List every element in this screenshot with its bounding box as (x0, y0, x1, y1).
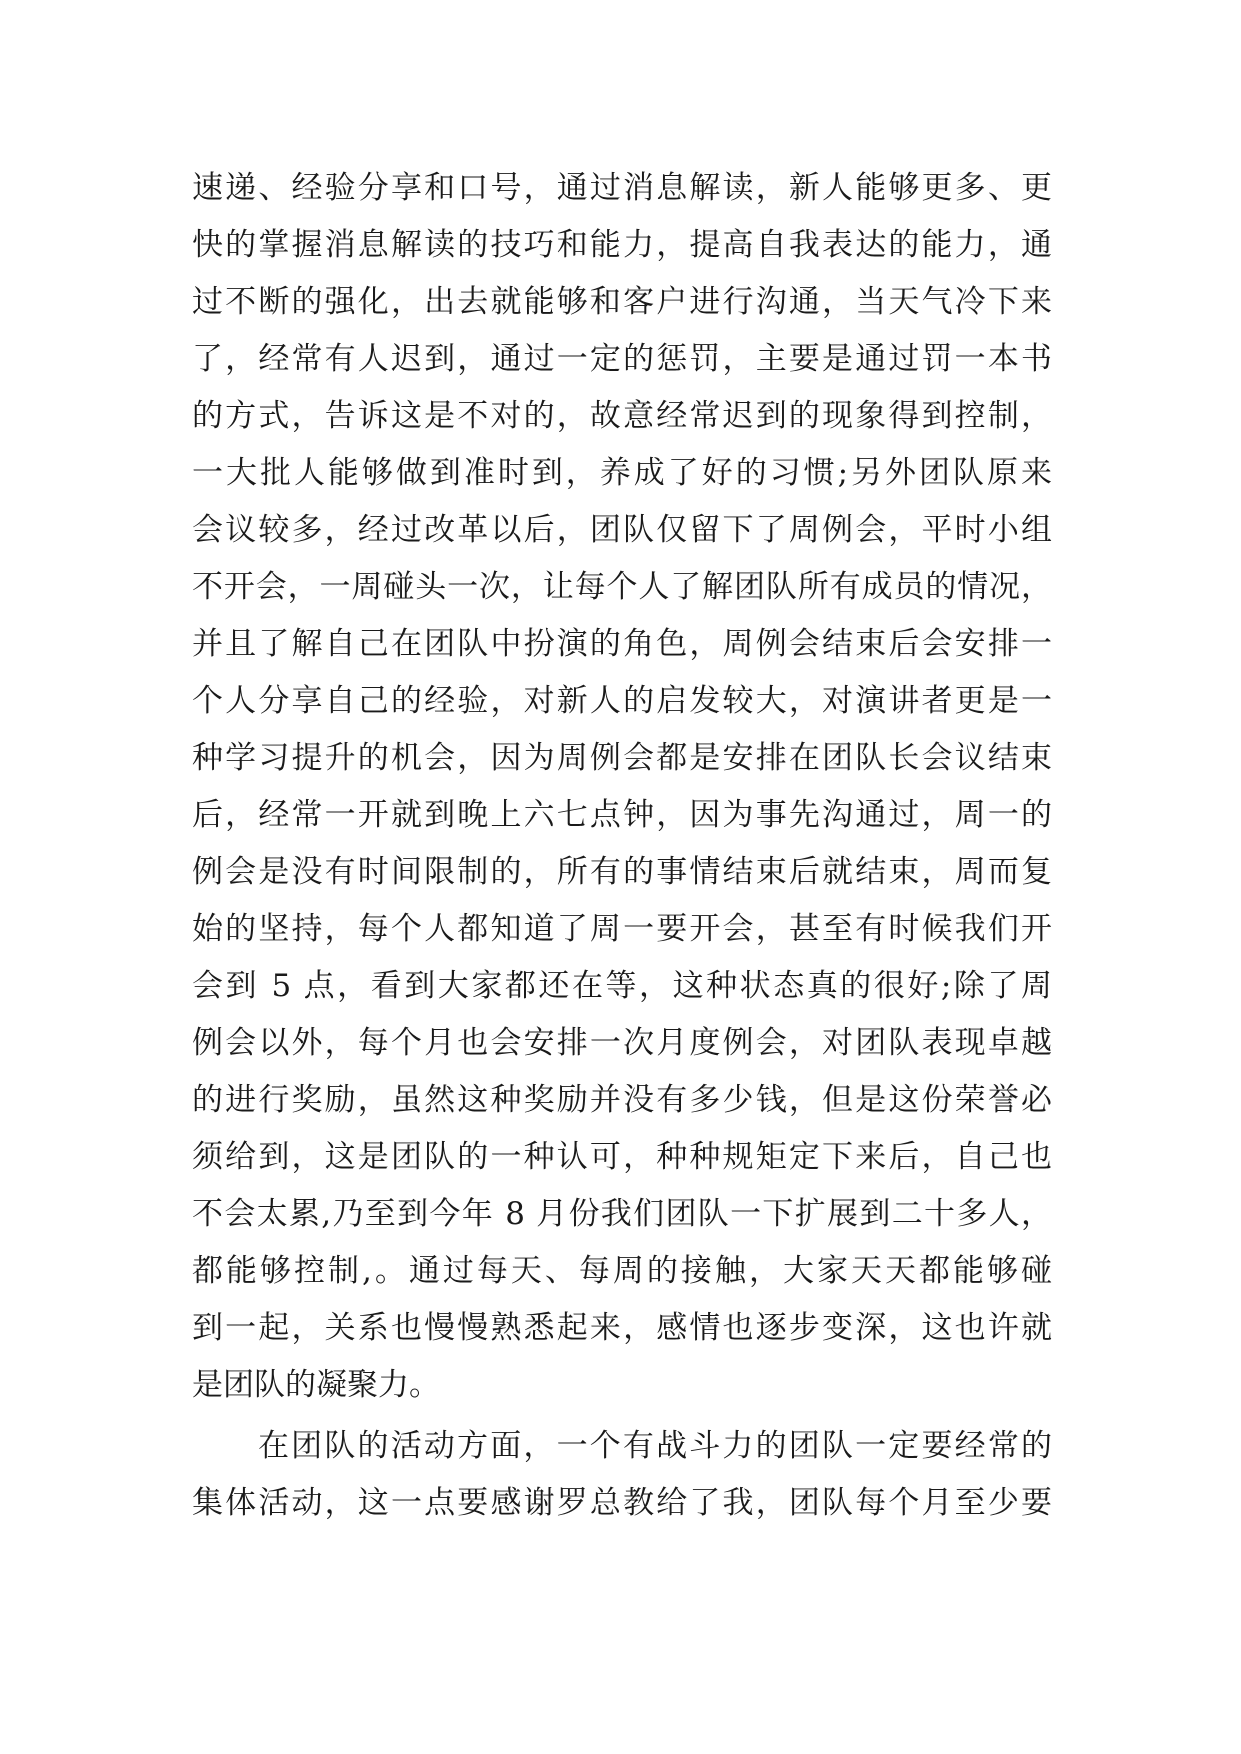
text-line: 会议较多，经过改革以后，团队仅留下了周例会，平时小组 (192, 512, 1052, 548)
text-line: 的进行奖励，虽然这种奖励并没有多少钱，但是这份荣誉必 (192, 1082, 1052, 1118)
text-line: 始的坚持，每个人都知道了周一要开会，甚至有时候我们开 (192, 911, 1052, 947)
text-line: 个人分享自己的经验，对新人的启发较大，对演讲者更是一 (192, 683, 1052, 719)
text-line: 快的掌握消息解读的技巧和能力，提高自我表达的能力，通 (192, 227, 1052, 263)
text-line: 并且了解自己在团队中扮演的角色，周例会结束后会安排一 (192, 626, 1052, 662)
text-line: 不会太累,乃至到今年 8 月份我们团队一下扩展到二十多人， (192, 1196, 1052, 1232)
text-line: 过不断的强化，出去就能够和客户进行沟通，当天气冷下来 (192, 284, 1052, 320)
text-line: 须给到，这是团队的一种认可，种种规矩定下来后，自己也 (192, 1139, 1052, 1175)
text-line: 一大批人能够做到准时到，养成了好的习惯;另外团队原来 (192, 455, 1052, 491)
text-line: 是团队的凝聚力。 (192, 1367, 440, 1403)
document-body (192, 160, 1052, 1532)
text-line: 后，经常一开就到晚上六七点钟，因为事先沟通过，周一的 (192, 797, 1052, 833)
text-line: 例会是没有时间限制的，所有的事情结束后就结束，周而复 (192, 854, 1052, 890)
paragraph-2 (192, 1418, 1052, 1532)
text-line: 集体活动，这一点要感谢罗总教给了我，团队每个月至少要 (192, 1485, 1052, 1521)
text-line: 会到 5 点，看到大家都还在等，这种状态真的很好;除了周 (192, 968, 1052, 1004)
text-line: 了，经常有人迟到，通过一定的惩罚，主要是通过罚一本书 (192, 341, 1052, 377)
text-line: 速递、经验分享和口号，通过消息解读，新人能够更多、更 (192, 170, 1052, 206)
text-line: 的方式，告诉这是不对的，故意经常迟到的现象得到控制， (192, 398, 1052, 434)
paragraph-1 (192, 160, 1052, 1414)
text-line: 种学习提升的机会，因为周例会都是安排在团队长会议结束 (192, 740, 1052, 776)
text-line: 都能够控制,。通过每天、每周的接触，大家天天都能够碰 (192, 1253, 1052, 1289)
text-line: 在团队的活动方面，一个有战斗力的团队一定要经常的 (258, 1428, 1052, 1464)
text-line: 例会以外，每个月也会安排一次月度例会，对团队表现卓越 (192, 1025, 1052, 1061)
text-line: 不开会，一周碰头一次，让每个人了解团队所有成员的情况， (192, 569, 1052, 605)
text-line: 到一起，关系也慢慢熟悉起来，感情也逐步变深，这也许就 (192, 1310, 1052, 1346)
